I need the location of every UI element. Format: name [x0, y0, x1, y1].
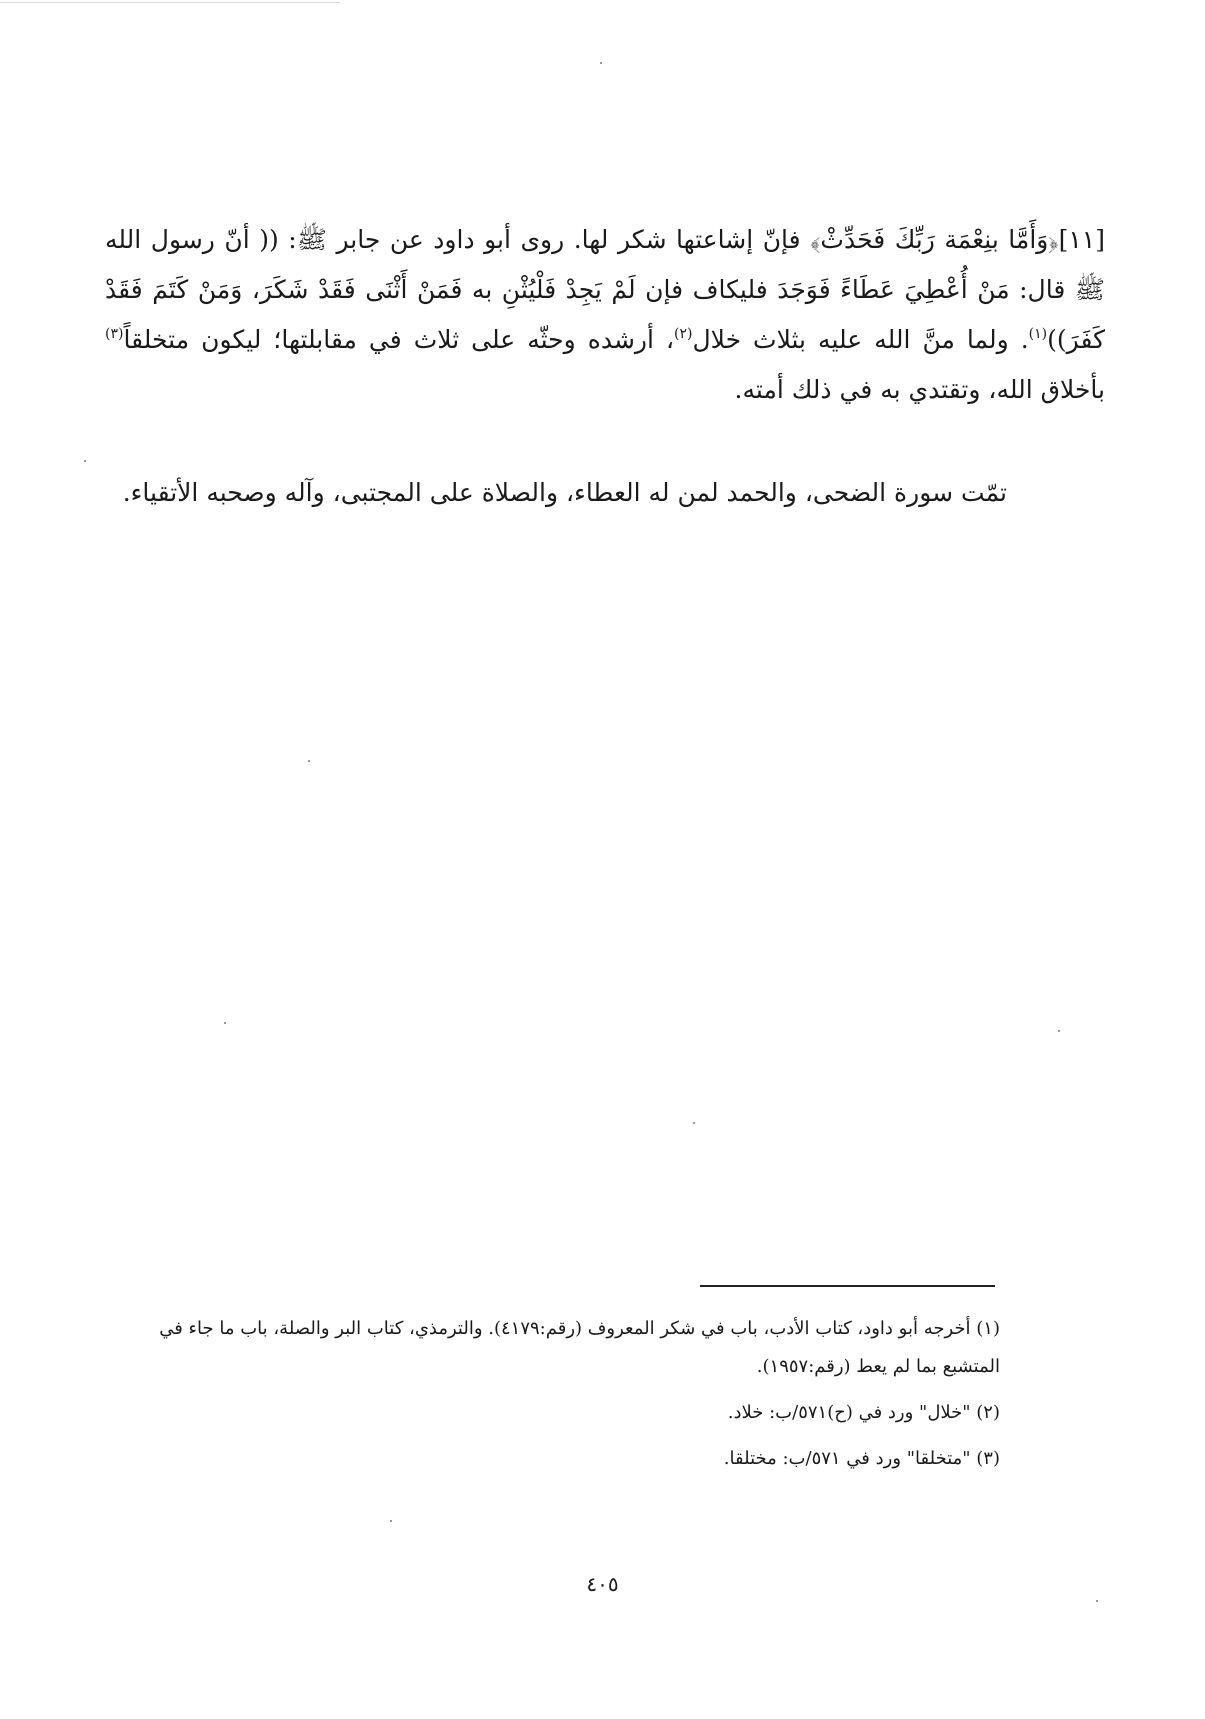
- scan-speck: [1096, 1600, 1098, 1602]
- paragraph-text-1: [١١]﴿وَأَمَّا بنِعْمَة رَبِّكَ فَحَدِّثْ﴾ فإنّ إشاعتها شكر لها. روى أبو داود عن جابر ﷺ: (( أنّ رسول الله ﷺ قال: مَنْ أُعْطِيَ عَطَاءً فَوَجَدَ فليكاف فإن لَمْ يَجِدْ فَلْيُثْنِ به فَمَنْ أَثْنَى فَقَدْ شَكَرَ، وَمَنْ كَتَمَ فَقَدْ كَفَرَ)): [105, 225, 1105, 354]
- footnotes-section: [110, 1310, 1000, 1486]
- footnote-1: (١) أخرجه أبو داود، كتاب الأدب، باب في شكر المعروف (رقم:٤١٧٩). والترمذي، كتاب البر والصلة، باب ما جاء في المتشبع بما لم يعط (رقم:١٩٥٧).: [159, 1318, 1000, 1377]
- footnote-2: (٢) "خلال" ورد في (ح)٥٧١/ب: خلاد.: [727, 1402, 1000, 1423]
- scan-speck: [390, 1520, 392, 1522]
- scan-speck: [224, 1022, 226, 1024]
- footnote-separator: [700, 1285, 995, 1287]
- scan-speck: [693, 1122, 695, 1124]
- footnote-marker-3: (٣): [105, 326, 124, 342]
- main-paragraph: [105, 215, 1105, 415]
- paragraph-text-4: بأخلاق الله، وتقتدي به في ذلك أمته.: [734, 375, 1105, 404]
- scan-speck: [1058, 1030, 1060, 1032]
- paragraph-text-2: . ولما منَّ الله عليه بثلاث خلال: [692, 325, 1029, 354]
- footnote-3: (٣) "متخلقا" ورد في ٥٧١/ب: مختلقا.: [723, 1448, 1000, 1469]
- scan-speck: [84, 460, 86, 462]
- closing-text: تمّت سورة الضحى، والحمد لمن له العطاء، والصلاة على المجتبى، وآله وصحبه الأتقياء.: [122, 478, 1007, 507]
- paragraph-text-3: ، أرشده وحثّه على ثلاث في مقابلتها؛ ليكون متخلقاً: [123, 325, 675, 354]
- scan-edge-line: [0, 2, 340, 3]
- scan-speck: [308, 760, 310, 762]
- footnote-marker-2: (٢): [674, 326, 693, 342]
- scan-speck: [600, 62, 602, 64]
- closing-line: [105, 468, 1105, 518]
- page-number: ٤٠٥: [586, 1572, 619, 1596]
- footnote-marker-1: (١): [1028, 326, 1048, 342]
